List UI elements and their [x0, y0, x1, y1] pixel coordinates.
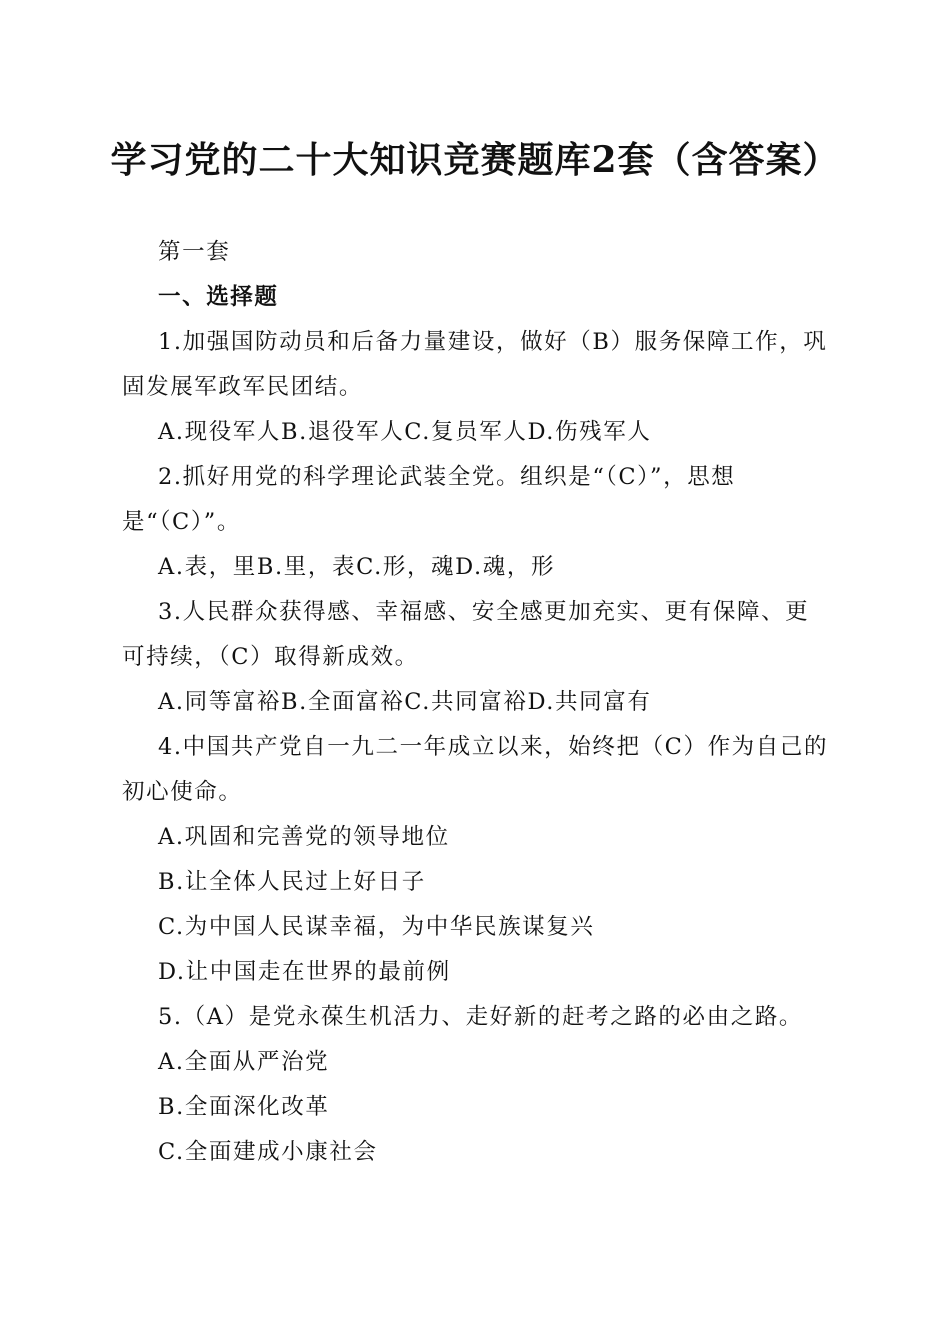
question-3-options: A.同等富裕B.全面富裕C.共同富裕D.共同富有 — [158, 689, 652, 715]
question-2-stem: 2.抓好用党的科学理论武装全党。组织是“（C）”，思想是“（C）”。 — [122, 464, 736, 535]
question-1-stem: 1.加强国防动员和后备力量建设，做好（B）服务保障工作，巩固发展军政军民团结。 — [122, 329, 828, 400]
question-5-option-a: A.全面从严治党 — [158, 1049, 330, 1075]
question-2-options: A.表，里B.里，表C.形，魂D.魂，形 — [158, 554, 556, 580]
section-heading: 一、选择题 — [158, 284, 279, 310]
question-5-option-b: B.全面深化改革 — [158, 1094, 330, 1120]
question-4-option-c: C.为中国人民谋幸福，为中华民族谋复兴 — [158, 914, 595, 940]
document-title: 学习党的二十大知识竞赛题库2套（含答案） — [110, 139, 840, 181]
question-5-stem: 5.（A）是党永葆生机活力、走好新的赶考之路的必由之路。 — [158, 1004, 804, 1030]
question-4-stem: 4.中国共产党自一九二一年成立以来，始终把（C）作为自己的初心使命。 — [122, 734, 829, 805]
question-4-option-b: B.让全体人民过上好日子 — [158, 869, 426, 895]
question-1-options: A.现役军人B.退役军人C.复员军人D.伤残军人 — [158, 419, 652, 445]
set-label: 第一套 — [158, 239, 231, 265]
document-body — [122, 230, 832, 1175]
question-4-option-d: D.让中国走在世界的最前例 — [158, 959, 451, 985]
question-5-option-c: C.全面建成小康社会 — [158, 1139, 378, 1165]
question-3-stem: 3.人民群众获得感、幸福感、安全感更加充实、更有保障、更可持续，（C）取得新成效。 — [122, 599, 810, 670]
question-4-option-a: A.巩固和完善党的领导地位 — [158, 824, 450, 850]
